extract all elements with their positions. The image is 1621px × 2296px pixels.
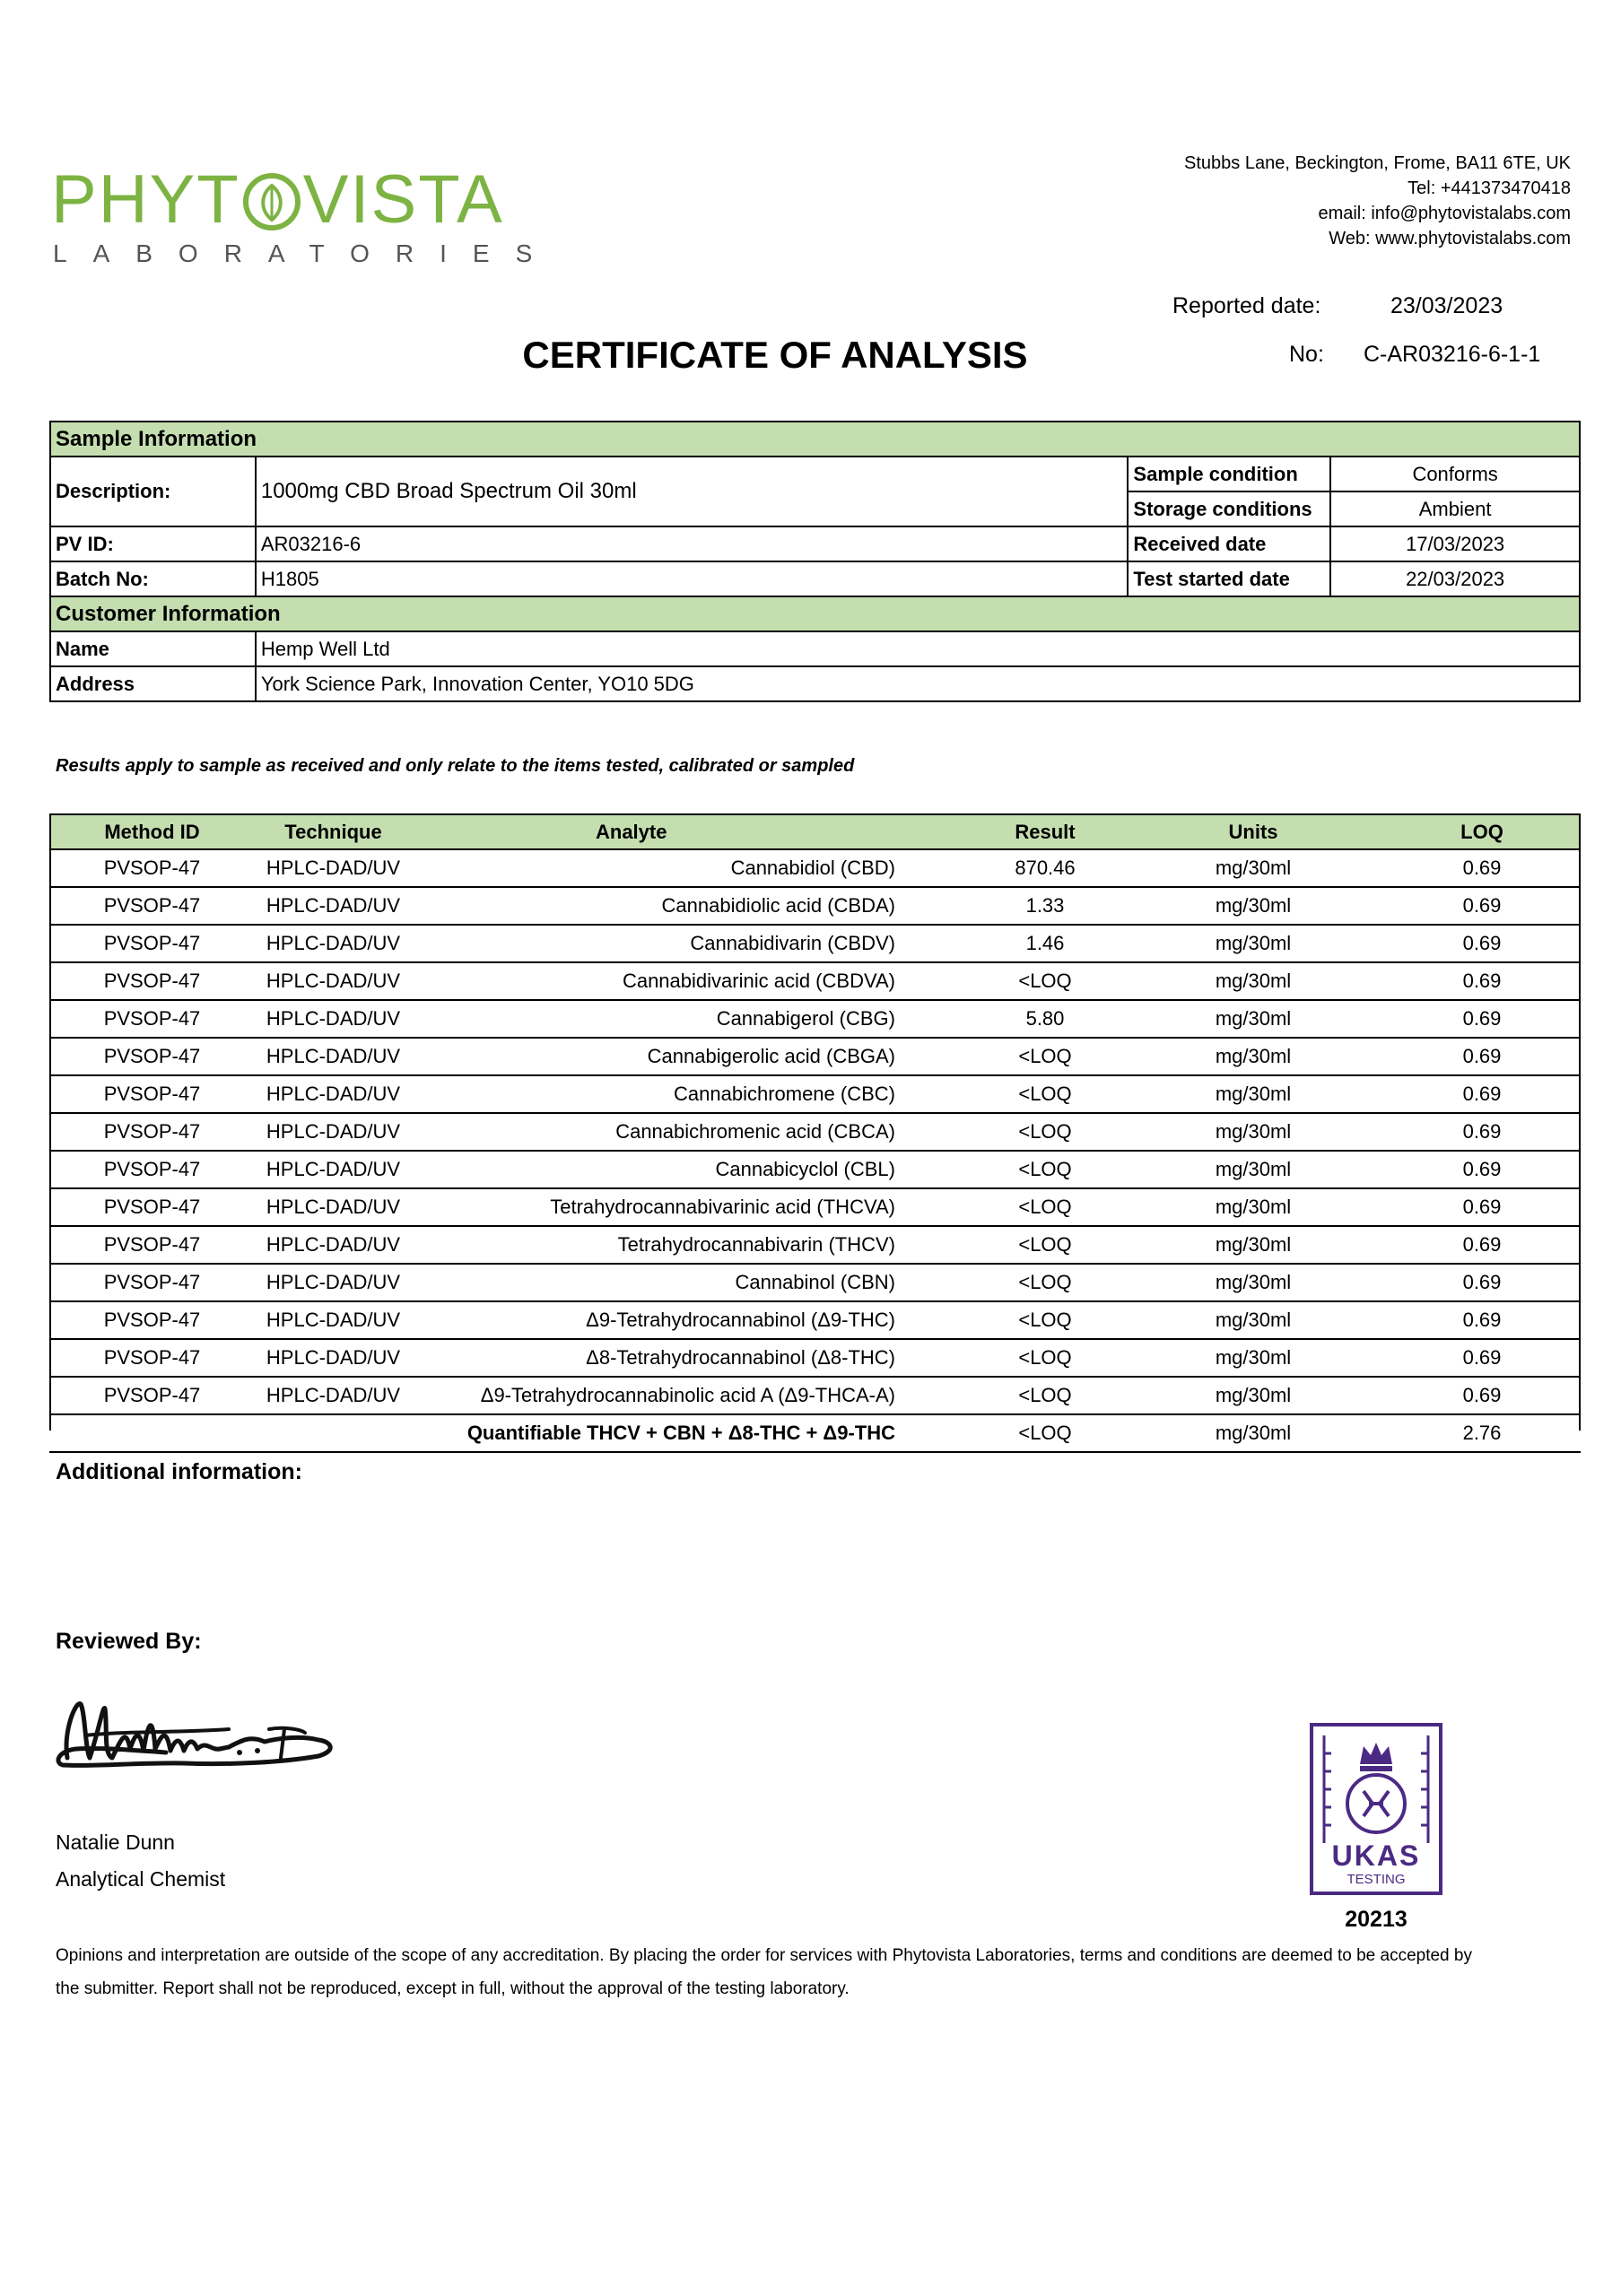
result-cell: 1.33 <box>967 887 1123 925</box>
loq-cell: 0.69 <box>1383 1113 1581 1151</box>
ukas-sub: TESTING <box>1346 1872 1406 1887</box>
table-row <box>49 1377 1581 1414</box>
customer-address-label: Address <box>50 666 256 701</box>
description-value: 1000mg CBD Broad Spectrum Oil 30ml <box>256 457 1129 526</box>
loq-cell: 0.69 <box>1383 962 1581 1000</box>
table-row <box>49 1301 1581 1339</box>
reviewer-signature <box>49 1686 345 1785</box>
technique-cell: HPLC-DAD/UV <box>255 1000 412 1038</box>
table-row <box>49 1151 1581 1188</box>
results-table <box>49 813 1581 1453</box>
contact-email: email: info@phytovistalabs.com <box>1318 204 1571 223</box>
info-row <box>50 526 1580 561</box>
reviewer-name: Natalie Dunn <box>56 1831 175 1854</box>
info-row <box>50 561 1580 596</box>
contact-tel: Tel: +441373470418 <box>1407 178 1571 198</box>
info-row <box>50 666 1580 701</box>
analyte-cell: Δ9-Tetrahydrocannabinolic acid A (Δ9-THCA-A) <box>412 1377 967 1414</box>
units-cell: mg/30ml <box>1123 1339 1383 1377</box>
storage-conditions-label: Storage conditions <box>1128 491 1330 526</box>
sample-info-title: Sample Information <box>50 422 1580 457</box>
analyte-cell: Cannabichromenic acid (CBCA) <box>412 1113 967 1151</box>
technique-cell: HPLC-DAD/UV <box>255 1075 412 1113</box>
pv-id-value: AR03216-6 <box>256 526 1129 561</box>
batch-no-value: H1805 <box>256 561 1129 596</box>
total-result: <LOQ <box>967 1414 1123 1452</box>
customer-address-value: York Science Park, Innovation Center, YO10 5DG <box>256 666 1580 701</box>
technique-cell: HPLC-DAD/UV <box>255 1377 412 1414</box>
logo-subline: LABORATORIES <box>53 239 559 267</box>
units-cell: mg/30ml <box>1123 1226 1383 1264</box>
loq-cell: 0.69 <box>1383 1038 1581 1075</box>
sample-info-table <box>49 421 1581 702</box>
col-header-loq: LOQ <box>1383 814 1581 849</box>
received-date-label: Received date <box>1128 526 1330 561</box>
received-date-value: 17/03/2023 <box>1330 526 1580 561</box>
description-label: Description: <box>50 457 256 526</box>
sample-condition-label: Sample condition <box>1128 457 1330 491</box>
contact-web: Web: www.phytovistalabs.com <box>1329 229 1571 248</box>
total-loq: 2.76 <box>1383 1414 1581 1452</box>
result-cell: <LOQ <box>967 1075 1123 1113</box>
col-header-units: Units <box>1123 814 1383 849</box>
table-row <box>49 962 1581 1000</box>
analyte-cell: Tetrahydrocannabivarin (THCV) <box>412 1226 967 1264</box>
test-started-value: 22/03/2023 <box>1330 561 1580 596</box>
page-title: CERTIFICATE OF ANALYSIS <box>522 334 1028 376</box>
leaf-o-icon <box>242 168 301 232</box>
customer-name-label: Name <box>50 631 256 666</box>
loq-cell: 0.69 <box>1383 1339 1581 1377</box>
test-started-label: Test started date <box>1128 561 1330 596</box>
results-header-row <box>49 814 1581 849</box>
col-header-method: Method ID <box>49 814 255 849</box>
col-header-result: Result <box>967 814 1123 849</box>
table-row <box>49 1038 1581 1075</box>
report-number-label: No: <box>1289 342 1324 367</box>
reviewed-by-heading: Reviewed By: <box>56 1629 202 1654</box>
loq-cell: 0.69 <box>1383 1188 1581 1226</box>
total-label: Quantifiable THCV + CBN + Δ8-THC + Δ9-THC <box>412 1414 967 1452</box>
result-cell: <LOQ <box>967 1301 1123 1339</box>
info-row <box>50 457 1580 491</box>
method-id-cell: PVSOP-47 <box>49 1264 255 1301</box>
table-row <box>49 1226 1581 1264</box>
method-id-cell: PVSOP-47 <box>49 1339 255 1377</box>
loq-cell: 0.69 <box>1383 1151 1581 1188</box>
method-id-cell: PVSOP-47 <box>49 1075 255 1113</box>
reported-date-value: 23/03/2023 <box>1390 293 1503 318</box>
info-row <box>50 631 1580 666</box>
result-cell: <LOQ <box>967 1038 1123 1075</box>
result-cell: <LOQ <box>967 962 1123 1000</box>
loq-cell: 0.69 <box>1383 925 1581 962</box>
method-id-cell: PVSOP-47 <box>49 1377 255 1414</box>
analyte-cell: Tetrahydrocannabivarinic acid (THCVA) <box>412 1188 967 1226</box>
col-header-analyte: Analyte <box>412 814 967 849</box>
technique-cell: HPLC-DAD/UV <box>255 925 412 962</box>
loq-cell: 0.69 <box>1383 1226 1581 1264</box>
units-cell: mg/30ml <box>1123 1000 1383 1038</box>
technique-cell: HPLC-DAD/UV <box>255 849 412 887</box>
loq-cell: 0.69 <box>1383 1000 1581 1038</box>
technique-cell: HPLC-DAD/UV <box>255 962 412 1000</box>
storage-conditions-value: Ambient <box>1330 491 1580 526</box>
table-row <box>49 1113 1581 1151</box>
footer-disclaimer: Opinions and interpretation are outside of the scope of any accreditation. By placing the order for services with Phytovista Laboratories, terms and conditions are deemed to be accepted by the submitter. Report shall not be reproduced, except in full, without the approval of the testing laboratory. <box>56 1946 1472 1998</box>
result-cell: 1.46 <box>967 925 1123 962</box>
technique-cell: HPLC-DAD/UV <box>255 1226 412 1264</box>
technique-cell: HPLC-DAD/UV <box>255 1188 412 1226</box>
loq-cell: 0.69 <box>1383 1301 1581 1339</box>
analyte-cell: Cannabigerolic acid (CBGA) <box>412 1038 967 1075</box>
result-cell: <LOQ <box>967 1264 1123 1301</box>
loq-cell: 0.69 <box>1383 887 1581 925</box>
method-id-cell: PVSOP-47 <box>49 849 255 887</box>
analyte-cell: Δ8-Tetrahydrocannabinol (Δ8-THC) <box>412 1339 967 1377</box>
result-cell: 5.80 <box>967 1000 1123 1038</box>
units-cell: mg/30ml <box>1123 1188 1383 1226</box>
total-spacer <box>255 1414 412 1452</box>
technique-cell: HPLC-DAD/UV <box>255 1264 412 1301</box>
table-row <box>49 1339 1581 1377</box>
loq-cell: 0.69 <box>1383 1377 1581 1414</box>
units-cell: mg/30ml <box>1123 1038 1383 1075</box>
result-cell: <LOQ <box>967 1226 1123 1264</box>
result-cell: <LOQ <box>967 1113 1123 1151</box>
analyte-cell: Cannabinol (CBN) <box>412 1264 967 1301</box>
pv-id-label: PV ID: <box>50 526 256 561</box>
result-cell: <LOQ <box>967 1151 1123 1188</box>
analyte-cell: Cannabichromene (CBC) <box>412 1075 967 1113</box>
col-header-technique: Technique <box>255 814 412 849</box>
loq-cell: 0.69 <box>1383 849 1581 887</box>
analyte-cell: Δ9-Tetrahydrocannabinol (Δ9-THC) <box>412 1301 967 1339</box>
method-id-cell: PVSOP-47 <box>49 925 255 962</box>
analyte-cell: Cannabidivarin (CBDV) <box>412 925 967 962</box>
result-cell: <LOQ <box>967 1377 1123 1414</box>
units-cell: mg/30ml <box>1123 925 1383 962</box>
customer-name-value: Hemp Well Ltd <box>256 631 1580 666</box>
table-row <box>49 925 1581 962</box>
units-cell: mg/30ml <box>1123 1377 1383 1414</box>
total-units: mg/30ml <box>1123 1414 1383 1452</box>
reviewer-role: Analytical Chemist <box>56 1867 226 1891</box>
analyte-cell: Cannabicyclol (CBL) <box>412 1151 967 1188</box>
technique-cell: HPLC-DAD/UV <box>255 887 412 925</box>
contact-address: Stubbs Lane, Beckington, Frome, BA11 6TE, UK <box>1184 153 1571 173</box>
table-row <box>49 1188 1581 1226</box>
sample-condition-value: Conforms <box>1330 457 1580 491</box>
reported-date-label: Reported date: <box>1172 293 1321 318</box>
table-row <box>49 1075 1581 1113</box>
technique-cell: HPLC-DAD/UV <box>255 1339 412 1377</box>
batch-no-label: Batch No: <box>50 561 256 596</box>
logo-brand-text: PHYT <box>51 161 240 238</box>
ukas-accreditation-mark <box>1310 1723 1442 1895</box>
analyte-cell: Cannabidivarinic acid (CBDVA) <box>412 962 967 1000</box>
units-cell: mg/30ml <box>1123 1301 1383 1339</box>
ukas-name: UKAS <box>1331 1839 1421 1872</box>
report-number-value: C-AR03216-6-1-1 <box>1364 342 1541 367</box>
technique-cell: HPLC-DAD/UV <box>255 1113 412 1151</box>
table-row <box>49 887 1581 925</box>
logo-wordmark <box>51 161 504 238</box>
units-cell: mg/30ml <box>1123 1151 1383 1188</box>
units-cell: mg/30ml <box>1123 849 1383 887</box>
method-id-cell: PVSOP-47 <box>49 1000 255 1038</box>
contact-block <box>1184 151 1571 251</box>
units-cell: mg/30ml <box>1123 962 1383 1000</box>
table-row <box>49 849 1581 887</box>
units-cell: mg/30ml <box>1123 1264 1383 1301</box>
units-cell: mg/30ml <box>1123 1075 1383 1113</box>
result-cell: 870.46 <box>967 849 1123 887</box>
technique-cell: HPLC-DAD/UV <box>255 1038 412 1075</box>
analyte-cell: Cannabigerol (CBG) <box>412 1000 967 1038</box>
company-logo <box>51 161 559 267</box>
customer-info-title: Customer Information <box>50 596 1580 631</box>
results-body <box>49 849 1581 1414</box>
customer-info-header <box>50 596 1580 631</box>
table-row <box>49 1264 1581 1301</box>
technique-cell: HPLC-DAD/UV <box>255 1151 412 1188</box>
method-id-cell: PVSOP-47 <box>49 1113 255 1151</box>
method-id-cell: PVSOP-47 <box>49 1188 255 1226</box>
analyte-cell: Cannabidiol (CBD) <box>412 849 967 887</box>
method-id-cell: PVSOP-47 <box>49 1226 255 1264</box>
table-row <box>49 1000 1581 1038</box>
results-disclaimer: Results apply to sample as received and only relate to the items tested, calibrated or sampled <box>56 756 855 776</box>
units-cell: mg/30ml <box>1123 1113 1383 1151</box>
total-spacer <box>49 1414 255 1452</box>
result-cell: <LOQ <box>967 1188 1123 1226</box>
technique-cell: HPLC-DAD/UV <box>255 1301 412 1339</box>
ukas-number: 20213 <box>1345 1907 1407 1932</box>
analyte-cell: Cannabidiolic acid (CBDA) <box>412 887 967 925</box>
sample-info-header <box>50 422 1580 457</box>
result-cell: <LOQ <box>967 1339 1123 1377</box>
method-id-cell: PVSOP-47 <box>49 1151 255 1188</box>
loq-cell: 0.69 <box>1383 1075 1581 1113</box>
method-id-cell: PVSOP-47 <box>49 962 255 1000</box>
logo-brand-text-2: VISTA <box>302 161 504 238</box>
units-cell: mg/30ml <box>1123 887 1383 925</box>
method-id-cell: PVSOP-47 <box>49 1301 255 1339</box>
loq-cell: 0.69 <box>1383 1264 1581 1301</box>
method-id-cell: PVSOP-47 <box>49 1038 255 1075</box>
method-id-cell: PVSOP-47 <box>49 887 255 925</box>
total-row <box>49 1414 1581 1452</box>
additional-info-heading: Additional information: <box>56 1459 302 1484</box>
